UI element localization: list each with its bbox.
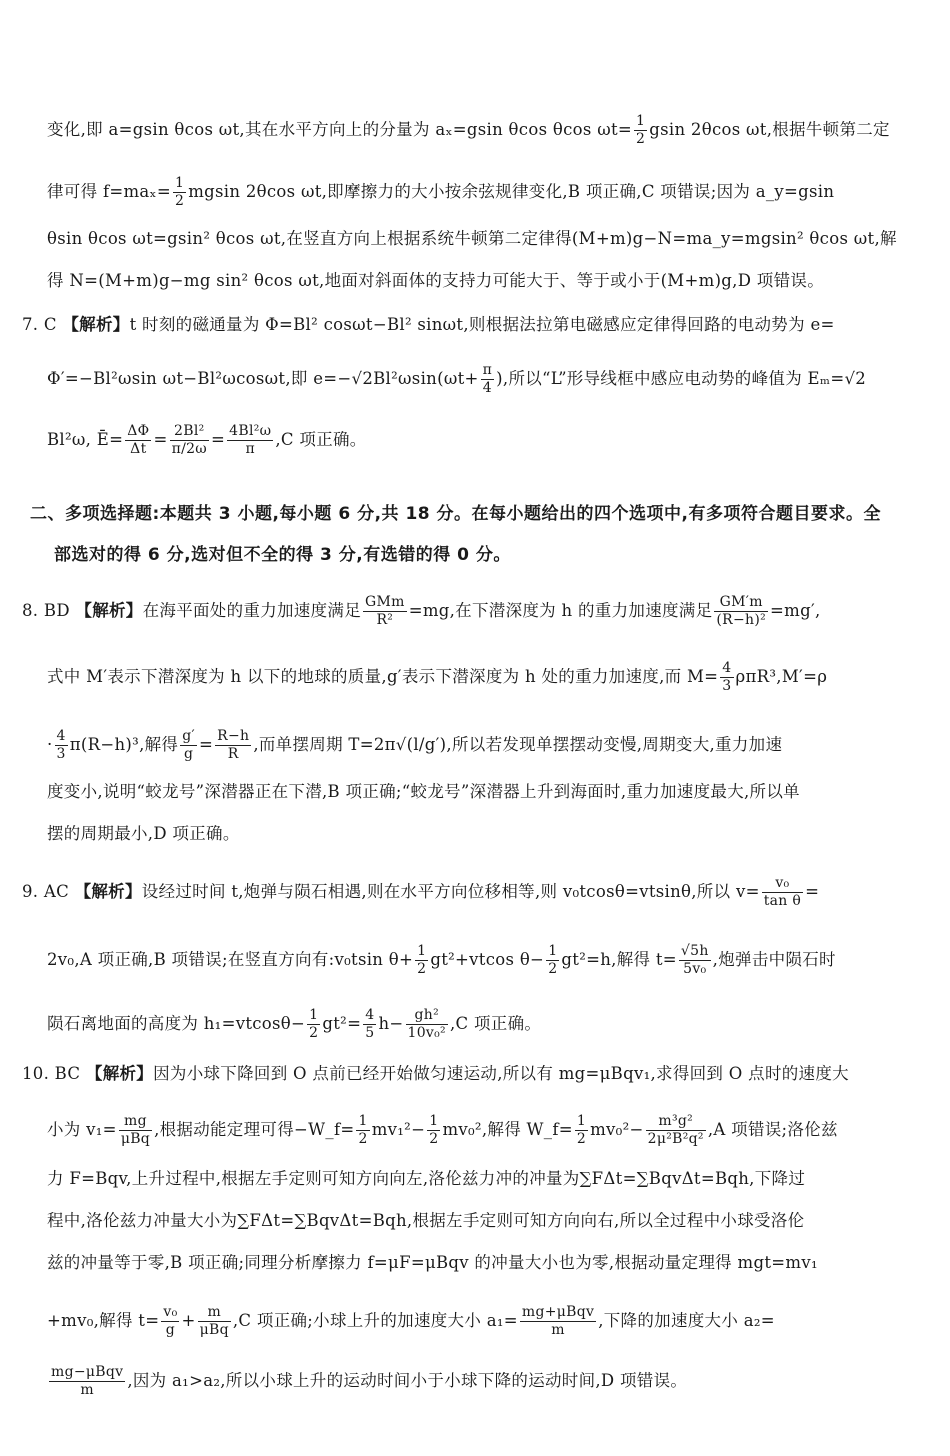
fraction bbox=[714, 594, 768, 629]
text-run: mv₁²− bbox=[371, 1120, 426, 1139]
text-run: · bbox=[47, 735, 53, 754]
denominator: 3 bbox=[722, 678, 732, 694]
denominator: m bbox=[80, 1382, 94, 1398]
numerator: GMm bbox=[365, 594, 405, 610]
text-run: 式中 M′表示下潜深度为 h 以下的地球的质量,g′表示下潜深度为 h 处的重力加速度,而 M= bbox=[47, 667, 719, 686]
denominator: μBq bbox=[120, 1131, 151, 1147]
fraction bbox=[307, 1007, 320, 1042]
numerator: π bbox=[482, 362, 493, 378]
fraction bbox=[49, 1364, 125, 1399]
text-run: 兹的冲量等于零,B 项正确;同理分析摩擦力 f=μF=μBqv 的冲量大小也为零,根据动量定理得 mgt=mv₁ bbox=[47, 1253, 818, 1272]
fraction bbox=[119, 1113, 152, 1148]
text-run: ,C 项正确;小球上升的加速度大小 a₁= bbox=[232, 1311, 518, 1330]
fraction bbox=[762, 875, 803, 910]
text-line bbox=[47, 113, 890, 148]
text-run: ,炮弹击中陨石时 bbox=[712, 950, 836, 969]
fraction bbox=[55, 728, 68, 763]
text-line bbox=[47, 1007, 541, 1042]
fraction bbox=[125, 423, 151, 458]
numerator: m³g² bbox=[646, 1113, 706, 1131]
numerator: gh² bbox=[406, 1007, 448, 1025]
denominator: m bbox=[551, 1322, 565, 1338]
text-line bbox=[47, 269, 824, 293]
denominator: g bbox=[183, 746, 194, 762]
denominator: 2 bbox=[174, 193, 185, 209]
text-run: π(R−h)³,解得 bbox=[69, 735, 179, 754]
denominator: (R−h)² bbox=[716, 612, 767, 628]
denominator: 3 bbox=[56, 746, 66, 762]
text-line bbox=[47, 1304, 775, 1339]
numerator: v₀ bbox=[762, 875, 803, 893]
numerator: v₀ bbox=[163, 1304, 178, 1320]
fraction bbox=[406, 1007, 448, 1042]
text-run: ,因为 a₁>a₂,所以小球上升的运动时间小于小球下降的运动时间,D 项错误。 bbox=[127, 1371, 688, 1390]
numerator: ΔΦ bbox=[127, 423, 150, 439]
text-run: 二、多项选择题:本题共 3 小题,每小题 6 分,共 18 分。在每小题给出的四个选项中,有多项符合题目要求。全 bbox=[30, 504, 881, 524]
denominator: Δt bbox=[130, 441, 147, 457]
text-line bbox=[47, 660, 827, 695]
text-run: 力 F=Bqv,上升过程中,根据左手定则可知方向向左,洛伦兹力冲的冲量为∑FΔt=∑BqvΔt=Bqh,下降过 bbox=[47, 1169, 806, 1188]
denominator: R² bbox=[376, 612, 394, 628]
question-9 bbox=[22, 875, 819, 910]
fraction bbox=[520, 1304, 596, 1339]
text-run: =mg,在下潜深度为 h 的重力加速度满足 bbox=[408, 601, 713, 620]
text-run: t 时刻的磁通量为 Φ=Bl² cosωt−Bl² sinωt,则根据法拉第电磁感应定律得回路的电动势为 e= bbox=[129, 315, 835, 334]
text-run: 变化,即 a=gsin θcos ωt,其在水平方向上的分量为 aₓ=gsin θcos θcos ωt= bbox=[47, 120, 633, 139]
denominator: 10v₀² bbox=[407, 1025, 446, 1041]
numerator: 1 bbox=[174, 175, 185, 191]
fraction bbox=[363, 594, 407, 629]
text-run: +mv₀,解得 t= bbox=[47, 1311, 160, 1330]
text-run: ,A 项错误;洛伦兹 bbox=[707, 1120, 838, 1139]
analysis-tag: 【解析】 bbox=[85, 1064, 154, 1083]
fraction bbox=[646, 1113, 706, 1148]
text-run: = bbox=[805, 882, 820, 901]
numerator: mg bbox=[119, 1113, 152, 1131]
numerator: 4 bbox=[56, 728, 66, 744]
text-run: ,下降的加速度大小 a₂= bbox=[598, 1311, 775, 1330]
denominator: 2 bbox=[417, 961, 427, 977]
text-run: 律可得 f=maₓ= bbox=[47, 182, 171, 201]
denominator: 4 bbox=[482, 380, 492, 396]
text-line bbox=[47, 227, 897, 251]
text-line bbox=[47, 822, 240, 846]
text-run: = bbox=[198, 735, 214, 754]
denominator: π bbox=[245, 441, 256, 457]
text-run: mv₀²− bbox=[590, 1120, 644, 1139]
fraction bbox=[546, 943, 559, 978]
text-run: 部选对的得 6 分,选对但不全的得 3 分,有选错的得 0 分。 bbox=[54, 545, 511, 565]
text-run: gt²=h,解得 t= bbox=[561, 950, 677, 969]
text-run: 程中,洛伦兹力冲量大小为∑FΔt=∑BqvΔt=Bqh,根据左手定则可知方向向右,所以全过程中小球受洛伦 bbox=[47, 1211, 805, 1230]
fraction bbox=[170, 423, 209, 458]
fraction bbox=[180, 728, 197, 763]
denominator: μBq bbox=[199, 1322, 229, 1338]
fraction bbox=[227, 423, 273, 458]
numerator: mg−μBqv bbox=[51, 1364, 124, 1380]
numerator: 1 bbox=[636, 113, 646, 129]
text-run: θsin θcos ωt=gsin² θcos ωt,在竖直方向上根据系统牛顿第二定律得(M+m)g−N=ma_y=mgsin² θcos ωt,解 bbox=[47, 229, 897, 248]
text-line bbox=[47, 943, 836, 978]
denominator: 2μ²B²q² bbox=[647, 1131, 704, 1147]
analysis-tag: 【解析】 bbox=[74, 882, 142, 901]
fraction bbox=[363, 1007, 376, 1042]
numerator: 4 bbox=[365, 1007, 375, 1023]
text-run: = bbox=[153, 430, 168, 449]
numerator: 1 bbox=[429, 1113, 439, 1129]
text-run: + bbox=[181, 1311, 196, 1330]
text-line bbox=[47, 1167, 805, 1191]
denominator: 2 bbox=[358, 1131, 368, 1147]
text-run: = bbox=[211, 430, 226, 449]
text-run: Bl²ω, Ē= bbox=[47, 430, 124, 449]
section-heading bbox=[30, 502, 881, 526]
text-run: Φ′=−Bl²ωsin ωt−Bl²ωcosωt,即 e=−√2Bl²ωsin(ωt+ bbox=[47, 369, 479, 388]
denominator: 2 bbox=[636, 131, 646, 147]
text-run: ,而单摆周期 T=2π√(l/g′),所以若发现单摆摆动变慢,周期变大,重力加速 bbox=[253, 735, 783, 754]
text-run: 陨石离地面的高度为 h₁=vtcosθ− bbox=[47, 1014, 306, 1033]
analysis-tag: 【解析】 bbox=[75, 601, 143, 620]
numerator: 1 bbox=[548, 943, 558, 959]
question-10 bbox=[22, 1062, 849, 1086]
text-line bbox=[47, 1113, 838, 1148]
denominator: 2 bbox=[548, 961, 558, 977]
text-run: 得 N=(M+m)g−mg sin² θcos ωt,地面对斜面体的支持力可能大于、等于或小于(M+m)g,D 项错误。 bbox=[47, 271, 824, 290]
answer-key: 7. C bbox=[22, 315, 57, 334]
fraction bbox=[215, 728, 251, 763]
fraction bbox=[356, 1113, 369, 1148]
denominator: g bbox=[165, 1322, 176, 1338]
numerator: √5h bbox=[680, 943, 709, 959]
analysis-tag: 【解析】 bbox=[62, 315, 130, 334]
denominator: 2 bbox=[309, 1025, 319, 1041]
fraction bbox=[679, 943, 711, 978]
answer-key: 9. AC bbox=[22, 882, 70, 901]
text-run: mv₀²,解得 W_f= bbox=[442, 1120, 573, 1139]
text-run: 2v₀,A 项正确,B 项错误;在竖直方向有:v₀tsin θ+ bbox=[47, 950, 414, 969]
text-run: h− bbox=[378, 1014, 404, 1033]
denominator: 2 bbox=[576, 1131, 587, 1147]
fraction bbox=[634, 113, 647, 148]
text-run: gt²+vtcos θ− bbox=[430, 950, 545, 969]
numerator: g′ bbox=[182, 728, 195, 744]
denominator: 5 bbox=[365, 1025, 375, 1041]
text-line bbox=[47, 728, 782, 763]
denominator: π/2ω bbox=[171, 441, 208, 457]
text-line bbox=[47, 175, 834, 210]
fraction bbox=[720, 660, 733, 695]
text-run: ,C 项正确。 bbox=[275, 430, 367, 449]
fraction bbox=[173, 175, 186, 210]
text-run: ,根据动能定理可得−W_f= bbox=[154, 1120, 355, 1139]
numerator: m bbox=[198, 1304, 231, 1322]
numerator: 1 bbox=[358, 1113, 368, 1129]
text-line bbox=[47, 1251, 818, 1275]
text-run: 在海平面处的重力加速度满足 bbox=[142, 601, 361, 620]
numerator: 1 bbox=[576, 1113, 587, 1129]
denominator: tan θ bbox=[763, 893, 802, 909]
text-line bbox=[47, 423, 367, 458]
denominator: R bbox=[227, 746, 239, 762]
text-run: mgsin 2θcos ωt,即摩擦力的大小按余弦规律变化,B 项正确,C 项错误;因为 a_y=gsin bbox=[188, 182, 835, 201]
question-8 bbox=[22, 594, 821, 629]
text-run: ρπR³,M′=ρ bbox=[735, 667, 828, 686]
fraction bbox=[415, 943, 428, 978]
text-run: 设经过时间 t,炮弹与陨石相遇,则在水平方向位移相等,则 v₀tcosθ=vtsinθ,所以 v= bbox=[141, 882, 760, 901]
fraction bbox=[161, 1304, 179, 1339]
fraction bbox=[481, 362, 495, 397]
text-run: 摆的周期最小,D 项正确。 bbox=[47, 824, 240, 843]
fraction bbox=[198, 1304, 231, 1339]
text-run: ),所以“L”形导线框中感应电动势的峰值为 Eₘ=√2 bbox=[496, 369, 867, 388]
denominator: 5v₀ bbox=[683, 961, 707, 977]
answer-key: 8. BD bbox=[22, 601, 70, 620]
text-line bbox=[47, 780, 800, 804]
text-run: ,C 项正确。 bbox=[449, 1014, 542, 1033]
numerator: 1 bbox=[309, 1007, 319, 1023]
fraction bbox=[427, 1113, 440, 1148]
numerator: 4Bl²ω bbox=[229, 423, 272, 439]
question-7 bbox=[22, 313, 835, 337]
text-run: 小为 v₁= bbox=[47, 1120, 117, 1139]
text-run: 因为小球下降回到 O 点前已经开始做匀速运动,所以有 mg=μBqv₁,求得回到 O 点时的速度大 bbox=[153, 1064, 849, 1083]
answer-key: 10. BC bbox=[22, 1064, 81, 1083]
text-run: gt²= bbox=[322, 1014, 362, 1033]
text-run: 度变小,说明“蛟龙号”深潜器正在下潜,B 项正确;“蛟龙号”深潜器上升到海面时,重力加速度最大,所以单 bbox=[47, 782, 800, 801]
text-line bbox=[47, 1209, 804, 1233]
text-line bbox=[47, 1364, 687, 1399]
text-run: =mg′, bbox=[770, 601, 821, 620]
text-line bbox=[47, 362, 866, 397]
fraction bbox=[575, 1113, 588, 1148]
section-heading-cont bbox=[54, 543, 511, 567]
numerator: mg+μBqv bbox=[521, 1304, 595, 1320]
numerator: 4 bbox=[722, 660, 732, 676]
denominator: 2 bbox=[429, 1131, 439, 1147]
text-run: gsin 2θcos ωt,根据牛顿第二定 bbox=[649, 120, 890, 139]
numerator: 1 bbox=[417, 943, 427, 959]
numerator: GM′m bbox=[714, 594, 768, 612]
numerator: 2Bl² bbox=[170, 423, 209, 441]
numerator: R−h bbox=[217, 728, 250, 744]
